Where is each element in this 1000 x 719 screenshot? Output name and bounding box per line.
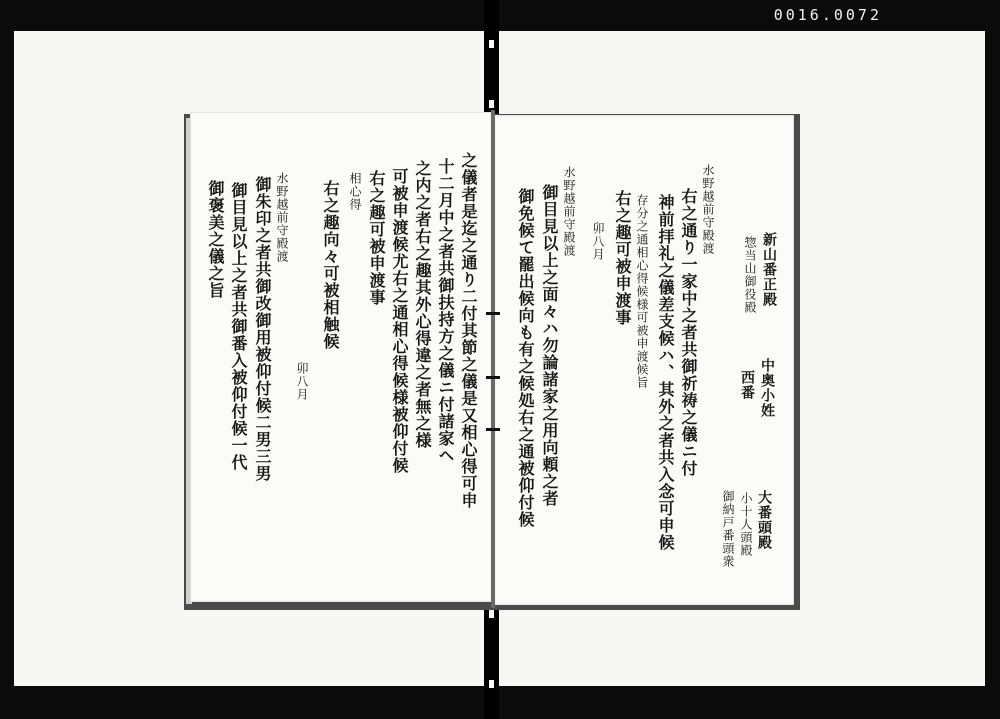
text-column: 神前拝礼之儀差支候ハ、其外之者共入念可申候 — [656, 194, 675, 551]
text-column: 十二月中之者共御扶持方之儀ニ付諸家ヘ — [436, 158, 455, 464]
text-column: 水野越前守殿渡 — [562, 166, 576, 257]
text-column: 水野越前守殿渡 — [701, 164, 715, 255]
film-tick — [489, 680, 494, 688]
film-tick — [489, 40, 494, 48]
text-column: 右之通り一家中之者共御祈祷之儀ニ付 — [679, 188, 698, 477]
text-column: 御免候て罷出候向も有之候処右之通被仰付候 — [516, 188, 535, 528]
text-column: 惣当山御役殿 — [743, 236, 757, 314]
text-column: 可被申渡候尤右之通相心得候様被仰付候 — [390, 168, 409, 474]
text-column: 小十人頭殿 — [739, 492, 753, 557]
text-column: 御褒美之儀之旨 — [206, 180, 225, 299]
text-column: 大番頭殿 — [756, 490, 772, 550]
text-column: 存分之通相心得候様可被申渡候旨 — [635, 194, 649, 389]
text-column: 西番 — [739, 370, 755, 400]
text-column: 右之趣向々可被相触候 — [321, 180, 340, 350]
text-column: 之儀者是迄之通り二付其節之儀是又相心得可申 — [459, 152, 478, 509]
text-column: 相心得 — [348, 172, 362, 211]
text-column: 卯八月 — [591, 222, 605, 261]
binding-stitch — [486, 428, 500, 431]
text-column: 右之趣可被申渡事 — [613, 190, 632, 326]
text-column: 新山番正殿 — [761, 232, 777, 307]
text-column: 中奥小姓 — [759, 358, 775, 418]
film-label: 0016.0072 — [773, 6, 882, 24]
text-column: 御目見以上之者共御番入被仰付候一代 — [229, 182, 248, 471]
text-column: 御納戸番頭衆 — [721, 490, 735, 568]
film-tick — [489, 100, 494, 108]
book-gutter — [491, 110, 495, 608]
text-column: 水野越前守殿渡 — [275, 172, 289, 263]
binding-stitch — [486, 312, 500, 315]
text-column: 右之趣可被申渡事 — [367, 170, 386, 306]
text-column: 之内之者右之趣其外心得違之者無之様 — [413, 160, 432, 449]
binding-stitch — [486, 376, 500, 379]
text-column: 卯八月 — [295, 362, 309, 401]
text-column: 御目見以上之面々ハ勿論諸家之用向頼之者 — [540, 184, 559, 507]
text-column: 御朱印之者共御改御用被仰付候二男三男 — [253, 176, 272, 482]
film-tick — [489, 610, 494, 618]
